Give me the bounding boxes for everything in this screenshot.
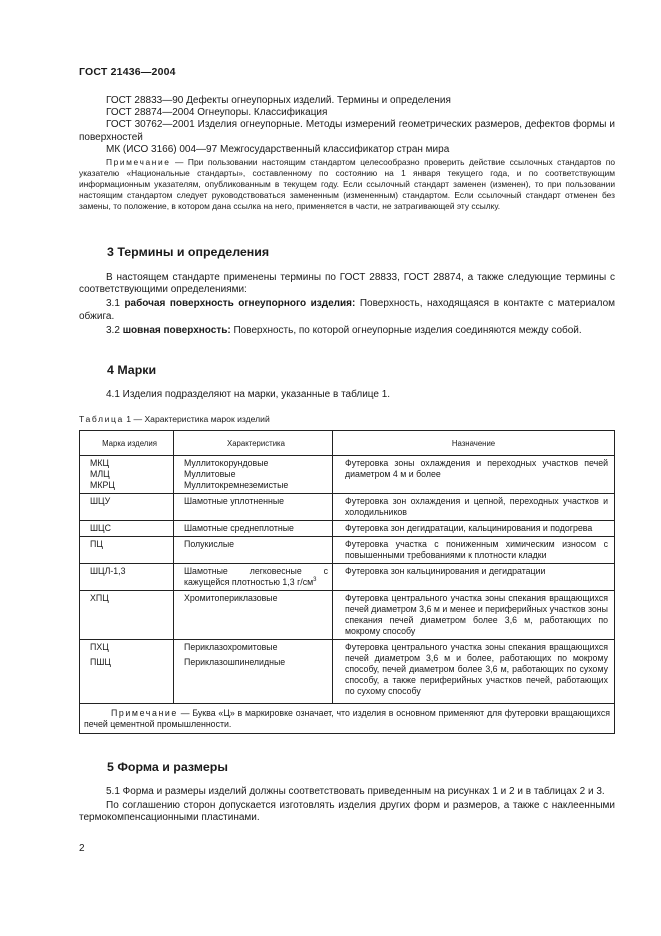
table-row <box>80 591 615 640</box>
section-5-body <box>79 786 615 825</box>
term-definition: Поверхность, находящаяся в контакте с материалом обжига. <box>79 298 616 322</box>
note-label: Примечание <box>106 157 171 167</box>
page-number: 2 <box>79 843 85 854</box>
characteristic-cell: Шамотные среднеплотные <box>174 521 333 537</box>
grade-cell: ШЦС <box>80 521 174 537</box>
table-row <box>80 537 615 564</box>
table-row <box>80 564 615 591</box>
table-note-row <box>80 704 615 734</box>
reference-item: ГОСТ 28874—2004 Огнеупоры. Классификация <box>106 107 328 119</box>
characteristic-cell: Шамотные легковесные с кажущейся плотностью 1,3 $г/см^3$ <box>174 564 333 591</box>
grade-cell: ШЦУ <box>80 494 174 521</box>
column-header-purpose: Назначение <box>333 431 615 456</box>
grade-cell: ХПЦ <box>80 591 174 640</box>
section-4-paragraph: 4.1 Изделия подразделяют на марки, указанные в таблице 1. <box>106 389 391 400</box>
references-note <box>79 157 615 212</box>
term-name: рабочая поверхность огнеупорного изделия: <box>124 298 356 310</box>
grade-cell: ПЦ <box>80 537 174 564</box>
reference-item: МК (ИСО 3166) 004—97 Межгосударственный классификатор стран мира <box>106 143 450 155</box>
characteristic-cell: Муллитокорундовые Муллитовые Муллитокремнеземистые <box>174 456 333 494</box>
column-header-characteristic: Характеристика <box>174 431 333 456</box>
term-3-1: 3.1 рабочая поверхность огнеупорного изделия: Поверхность, находящаяся в контакте с материалом обжига. <box>79 298 616 322</box>
table-row <box>80 456 615 494</box>
term-definition: Поверхность, по которой огнеупорные изделия соединяются между собой. <box>230 324 582 336</box>
table-header-row <box>80 431 615 456</box>
purpose-cell: Футеровка зоны охлаждения и переходных участков печей диаметром 4 м и более <box>333 456 615 494</box>
references-list <box>79 95 615 156</box>
purpose-cell: Футеровка зон кальцинирования и дегидратации <box>333 564 615 591</box>
purpose-cell: Футеровка участка с пониженным химическим износом с повышенными требованиями к плотности кладки <box>333 537 615 564</box>
document-header: ГОСТ 21436—2004 <box>79 66 176 78</box>
section-5-paragraph: 5.1 Форма и размеры изделий должны соответствовать приведенным на рисунках 1 и 2 и в таблицах 2 и 3. <box>106 786 605 797</box>
grade-cell: МКЦ МЛЦ МКРЦ <box>80 456 174 494</box>
characteristic-cell: Периклазохромитовые Периклазошпинелидные <box>174 640 333 704</box>
table-note: Примечание — Буква «Ц» в маркировке означает, что изделия в основном применяют для футеровки вращающихся печей цементной промышленности. <box>80 704 615 734</box>
table-caption: Таблица 1 — Характеристика марок изделий <box>79 414 270 424</box>
reference-item: ГОСТ 30762—2001 Изделия огнеупорные. Методы измерений геометрических размеров, дефектов формы и поверхностей <box>79 119 615 143</box>
column-header-grade: Марка изделия <box>80 431 174 456</box>
table-row <box>80 494 615 521</box>
purpose-cell: Футеровка центрального участка зоны спекания вращающихся печей диаметром 3,6 м и более, работающих по мокрому способу, печей диаметром более 3,6 м, работающих по сухому способу, а также периферийных участков печей, работающих по сухому способу <box>333 640 615 704</box>
characteristic-cell: Хромитопериклазовые <box>174 591 333 640</box>
section-4-heading: 4 Марки <box>107 363 157 377</box>
grade-cell: ПХЦ ПШЦ <box>80 640 174 704</box>
characteristic-cell: Полукислые <box>174 537 333 564</box>
purpose-cell: Футеровка зон охлаждения и цепной, переходных участков и холодильников <box>333 494 615 521</box>
reference-item: ГОСТ 28833—90 Дефекты огнеупорных изделий. Термины и определения <box>106 95 451 106</box>
section-5-heading: 5 Форма и размеры <box>107 760 228 774</box>
purpose-cell: Футеровка центрального участка зоны спекания вращающихся печей диаметром 3,6 м и менее и периферийных участков зоны спекания печей диаметром более 3,6 м, работающих по мокрому способу <box>333 591 615 640</box>
section-5-paragraph: По соглашению сторон допускается изготовлять изделия других форм и размеров, а также с наклеенными термокомпенсационными пластинами. <box>79 800 615 824</box>
term-3-2: 3.2 шовная поверхность: Поверхность, по которой огнеупорные изделия соединяются между собой. <box>106 324 582 336</box>
note-text: — При пользовании настоящим стандартом целесообразно проверить действие ссылочных стандартов по указателю «Национальные стандарты», составленному по состоянию на 1 января текущего года, и по соответствующим информационным указателям, опубликованным в текущем году. Если ссылочный стандарт заменен (изменен), то при пользовании настоящим стандартом следует руководствоваться замененным (измененным) стандартом. Если ссылочный стандарт отменен без замены, то положение, в котором дана ссылка на него, применяется в части, не затрагивающей эту ссылку. <box>79 157 615 211</box>
section-4-body <box>79 389 615 401</box>
section-3-body <box>79 272 615 337</box>
section-3-intro: В настоящем стандарте применены термины по ГОСТ 28833, ГОСТ 28874, а также следующие термины с соответствующими определениями: <box>79 272 615 296</box>
grades-table <box>79 430 615 734</box>
term-name: шовная поверхность: <box>122 324 231 336</box>
section-3-heading: 3 Термины и определения <box>107 245 270 259</box>
grade-cell: ШЦЛ-1,3 <box>80 564 174 591</box>
table-row <box>80 521 615 537</box>
characteristic-cell: Шамотные уплотненные <box>174 494 333 521</box>
table-row <box>80 640 615 704</box>
purpose-cell: Футеровка зон дегидратации, кальцинирования и подогрева <box>333 521 615 537</box>
